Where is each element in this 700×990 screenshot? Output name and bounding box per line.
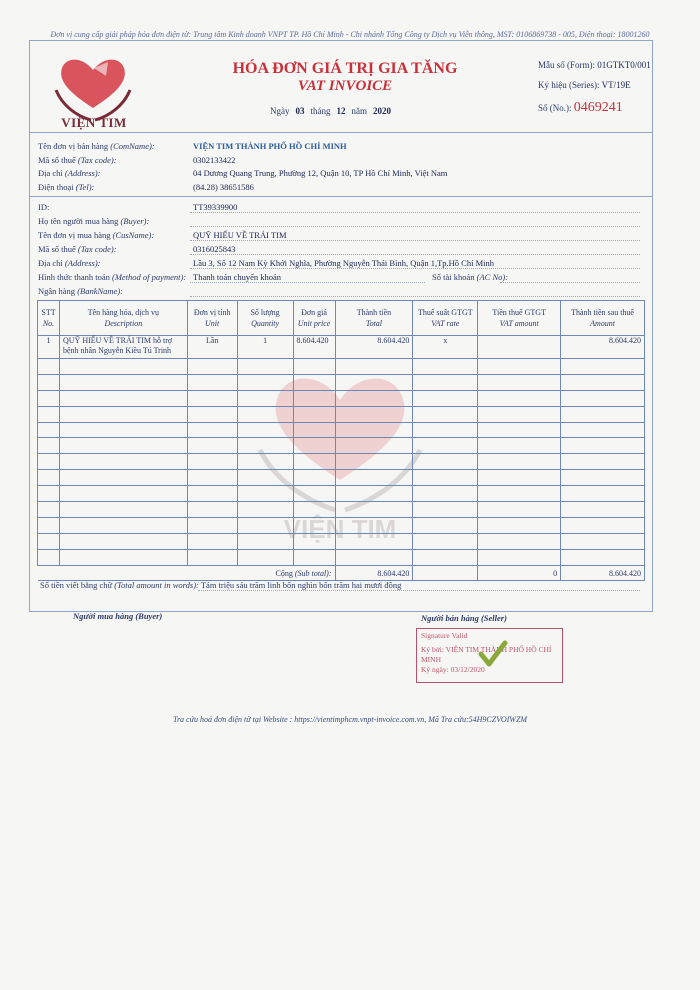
- row-vat-amount: [478, 336, 561, 359]
- row-no: 1: [38, 336, 60, 359]
- empty-row: [38, 359, 645, 375]
- row-description: QUỸ HIẾU VỀ TRÁI TIM hỗ trợ bệnh nhân Nguyễn Kiều Tú Trinh: [59, 336, 187, 359]
- bank-label: Ngân hàng (BankName):: [38, 286, 123, 296]
- row-amount: 8.604.420: [561, 336, 645, 359]
- col-header-unit: Đơn vị tính Unit: [187, 301, 237, 336]
- empty-row: [38, 422, 645, 438]
- empty-row: [38, 486, 645, 502]
- table-header-row: [38, 301, 645, 336]
- form-info: [538, 60, 651, 70]
- seller-addr-label: Địa chỉ (Address):: [38, 168, 101, 178]
- dotted-line: [198, 590, 640, 591]
- series-info: [538, 80, 631, 90]
- buyer-id: TT39339900: [193, 202, 238, 212]
- col-header-total: Thành tiền Total: [335, 301, 413, 336]
- subtotal-label: Cộng (Sub total):: [38, 565, 336, 581]
- subtotal-row: [38, 565, 645, 581]
- seller-name: VIỆN TIM THÀNH PHỐ HỒ CHÍ MINH: [193, 141, 347, 151]
- year-value: 2020: [373, 106, 391, 116]
- empty-row: [38, 517, 645, 533]
- logo-text: VIỆN TIM: [61, 115, 127, 130]
- account-label: Số tài khoản (AC No):: [432, 272, 509, 282]
- payment-label: Hình thức thanh toán (Method of payment):: [38, 272, 187, 282]
- amount-words-value: Tám triệu sáu trăm linh bốn nghìn bốn trăm hai mươi đồng: [200, 580, 402, 590]
- seller-addr: 04 Dương Quang Trung, Phường 12, Quận 10, TP Hồ Chí Minh, Việt Nam: [193, 168, 448, 178]
- empty-row: [38, 533, 645, 549]
- seller-tel-label: Điện thoại (Tel):: [38, 182, 95, 192]
- dotted-line: [190, 240, 640, 241]
- empty-row: [38, 454, 645, 470]
- subtotal-amount: 8.604.420: [561, 565, 645, 581]
- buyer-name: QUỸ HIẾU VỀ TRÁI TIM: [193, 230, 287, 240]
- svg-text:VIỆN TIM: VIỆN TIM: [283, 514, 397, 544]
- series-label: Ký hiệu (Series):: [538, 80, 600, 90]
- dotted-line: [190, 212, 640, 213]
- title-vn: HÓA ĐƠN GIÁ TRỊ GIA TĂNG: [232, 60, 458, 77]
- subtotal-total: 8.604.420: [335, 565, 413, 581]
- row-unit-price: 8.604.420: [293, 336, 335, 359]
- row-total: 8.604.420: [335, 336, 413, 359]
- dotted-line: [190, 226, 640, 227]
- empty-row: [38, 502, 645, 518]
- seller-tax-label: Mã số thuế (Tax code):: [38, 155, 117, 165]
- number-info: [538, 100, 623, 116]
- dotted-line: [190, 282, 425, 283]
- col-header-quantity: Số lượng Quantity: [237, 301, 293, 336]
- series-value: VT/19E: [601, 80, 631, 90]
- row-unit: Lần: [187, 336, 237, 359]
- form-label: Mẫu số (Form):: [538, 60, 595, 70]
- month-label: tháng: [310, 106, 331, 116]
- lookup-footer: Tra cứu hoá đơn điện tử tại Website : https://vientimphcm.vnpt-invoice.com.vn, Mã Tra cứu:54H9CZVOIWZM: [172, 715, 528, 724]
- subtotal-vat: 0: [478, 565, 561, 581]
- col-header-amount: Thành tiền sau thuế Amount: [561, 301, 645, 336]
- payment-method: Thanh toán chuyển khoản: [193, 272, 282, 282]
- seller-tel: (84.28) 38651586: [193, 182, 254, 192]
- number-value: 0469241: [573, 100, 623, 115]
- empty-row: [38, 374, 645, 390]
- dotted-line: [190, 254, 640, 255]
- buyer-sign-label: Người mua hàng (Buyer): [73, 611, 163, 621]
- buyer-tax-label: Mã số thuế (Tax code):: [38, 244, 117, 254]
- lookup-code: 54H9CZVOIWZM: [468, 715, 528, 724]
- signature-valid: Signature Valid: [421, 631, 468, 640]
- seller-name-label: Tên đơn vị bán hàng (ComName):: [38, 141, 155, 151]
- row-vat-rate: x: [413, 336, 478, 359]
- buyer-tax: 0316025843: [193, 244, 236, 254]
- empty-row: [38, 390, 645, 406]
- seller-sign-label: Người bán hàng (Seller): [421, 613, 507, 623]
- check-icon: [478, 640, 508, 668]
- items-table: [37, 300, 645, 581]
- table-row: [38, 336, 645, 359]
- dotted-line: [190, 296, 640, 297]
- buyer-addr-label: Địa chỉ (Address):: [38, 258, 101, 268]
- col-header-vat-rate: Thuế suất GTGT VAT rate: [413, 301, 478, 336]
- col-header-unit-price: Đơn giá Unit price: [293, 301, 335, 336]
- empty-row: [38, 438, 645, 454]
- col-header-vat-amount: Tiền thuế GTGT VAT amount: [478, 301, 561, 336]
- buyer-addr: Lầu 3, Số 12 Nam Kỳ Khởi Nghĩa, Phường Nguyễn Thái Bình, Quận 1,Tp.Hồ Chí Minh: [193, 258, 495, 268]
- provider-note: Đơn vị cung cấp giải pháp hóa đơn điện tử: Trung tâm Kinh doanh VNPT TP. Hồ Chí Minh - Chi nhánh Tổng Công ty Dịch vụ Viễn thông, MST: 0106869738 - 005, Điện thoại: 18001260: [50, 30, 650, 39]
- buyer-id-label: ID:: [38, 202, 50, 212]
- col-header-no: STT No.: [38, 301, 60, 336]
- seller-divider: [29, 196, 653, 197]
- subtotal-rate: [413, 565, 478, 581]
- buyer-person-label: Họ tên người mua hàng (Buyer):: [38, 216, 150, 226]
- row-quantity: 1: [237, 336, 293, 359]
- month-value: 12: [336, 106, 346, 116]
- signature-date: Ký ngày: 03/12/2020: [421, 665, 485, 674]
- signature-by: Ký bởi: VIỆN TIM THÀNH PHỐ HỒ CHÍ MINH: [421, 645, 552, 664]
- empty-row: [38, 470, 645, 486]
- empty-row: [38, 406, 645, 422]
- dotted-line: [190, 268, 640, 269]
- day-value: 03: [295, 106, 305, 116]
- form-value: 01GTKT0/001: [597, 60, 651, 70]
- header-divider: [29, 132, 653, 133]
- empty-row: [38, 549, 645, 565]
- amount-in-words: Số tiền viết bằng chữ (Total amount in words): Tám triệu sáu trăm linh bốn nghìn bốn trăm hai mươi đồng: [40, 580, 402, 590]
- buyer-name-label: Tên đơn vị mua hàng (CusName):: [38, 230, 155, 240]
- invoice-date: [270, 106, 397, 116]
- day-label: Ngày: [270, 106, 290, 116]
- number-label: Số (No.):: [538, 103, 572, 113]
- title-en: VAT INVOICE: [297, 78, 393, 94]
- col-header-description: Tên hàng hóa, dịch vụ Description: [59, 301, 187, 336]
- year-label: năm: [351, 106, 367, 116]
- seller-tax: 0302133422: [193, 155, 236, 165]
- dotted-line: [500, 282, 640, 283]
